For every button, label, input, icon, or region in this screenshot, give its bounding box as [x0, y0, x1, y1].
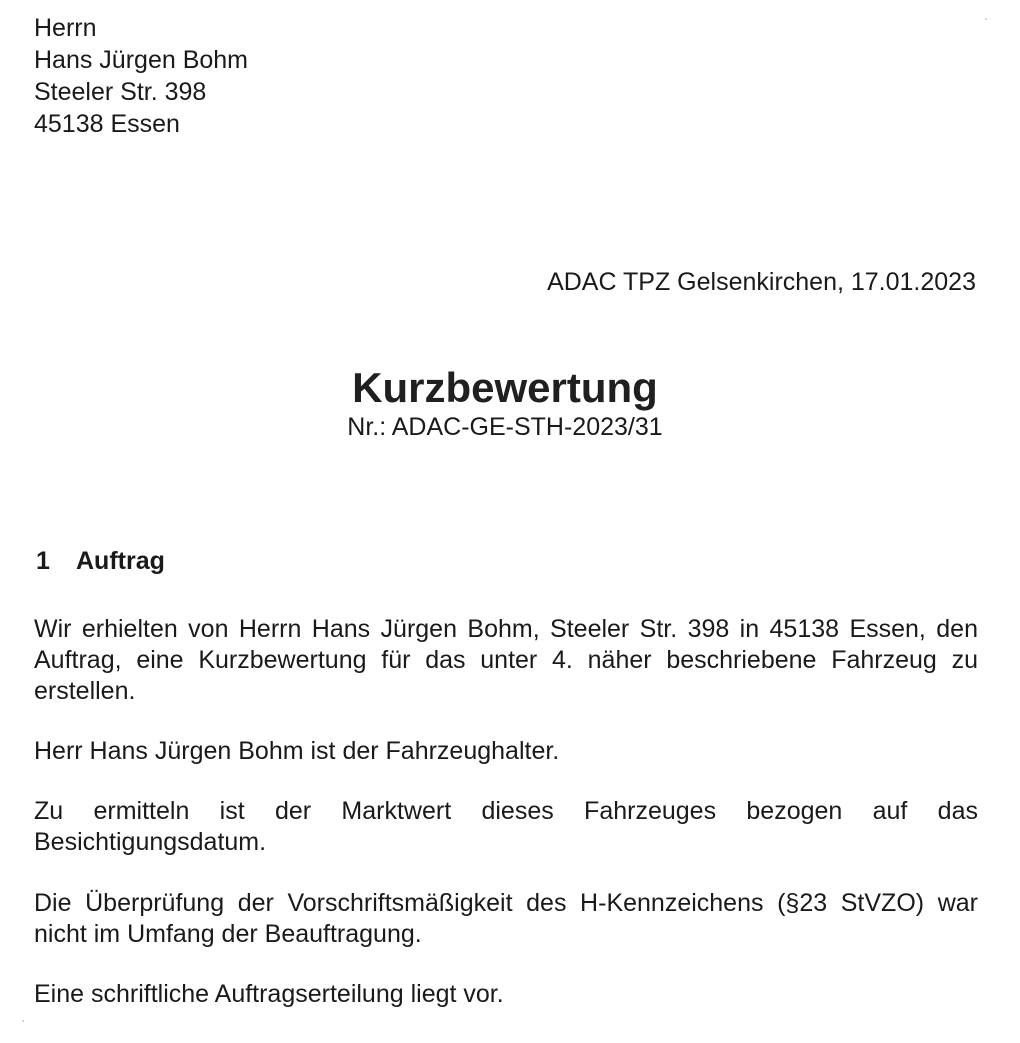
section-number: 1 [36, 547, 50, 575]
paragraph-h-plate: Die Überprüfung der Vorschriftsmäßigkeit des H-Kennzeichens (§23 StVZO) war nicht im Umfang der Beauftragung. [34, 889, 978, 948]
recipient-address [34, 12, 248, 140]
recipient-salutation: Herrn [34, 14, 97, 42]
section-heading [36, 545, 165, 577]
paragraph-order: Wir erhielten von Herrn Hans Jürgen Bohm, Steeler Str. 398 in 45138 Essen, den Auftrag, eine Kurzbewertung für das unter 4. näher beschriebene Fahrzeug zu erstellen. [34, 615, 978, 705]
section-title: Auftrag [76, 547, 165, 575]
recipient-name: Hans Jürgen Bohm [34, 46, 249, 74]
document-title: Kurzbewertung [352, 364, 658, 411]
recipient-street: Steeler Str. 398 [34, 78, 207, 106]
title-block [0, 362, 1010, 442]
document-number: Nr.: ADAC-GE-STH-2023/31 [347, 413, 663, 441]
recipient-city: 45138 Essen [34, 110, 180, 138]
scan-speck [985, 18, 987, 20]
scan-speck [22, 1020, 24, 1022]
paragraph-market-value: Zu ermitteln ist der Marktwert dieses Fahrzeuges bezogen auf das Besichtigungsdatum. [34, 797, 978, 856]
paragraph-written-order: Eine schriftliche Auftragserteilung liegt vor. [34, 980, 504, 1008]
place-date-line: ADAC TPZ Gelsenkirchen, 17.01.2023 [547, 268, 976, 296]
paragraph-holder: Herr Hans Jürgen Bohm ist der Fahrzeughalter. [34, 737, 560, 765]
